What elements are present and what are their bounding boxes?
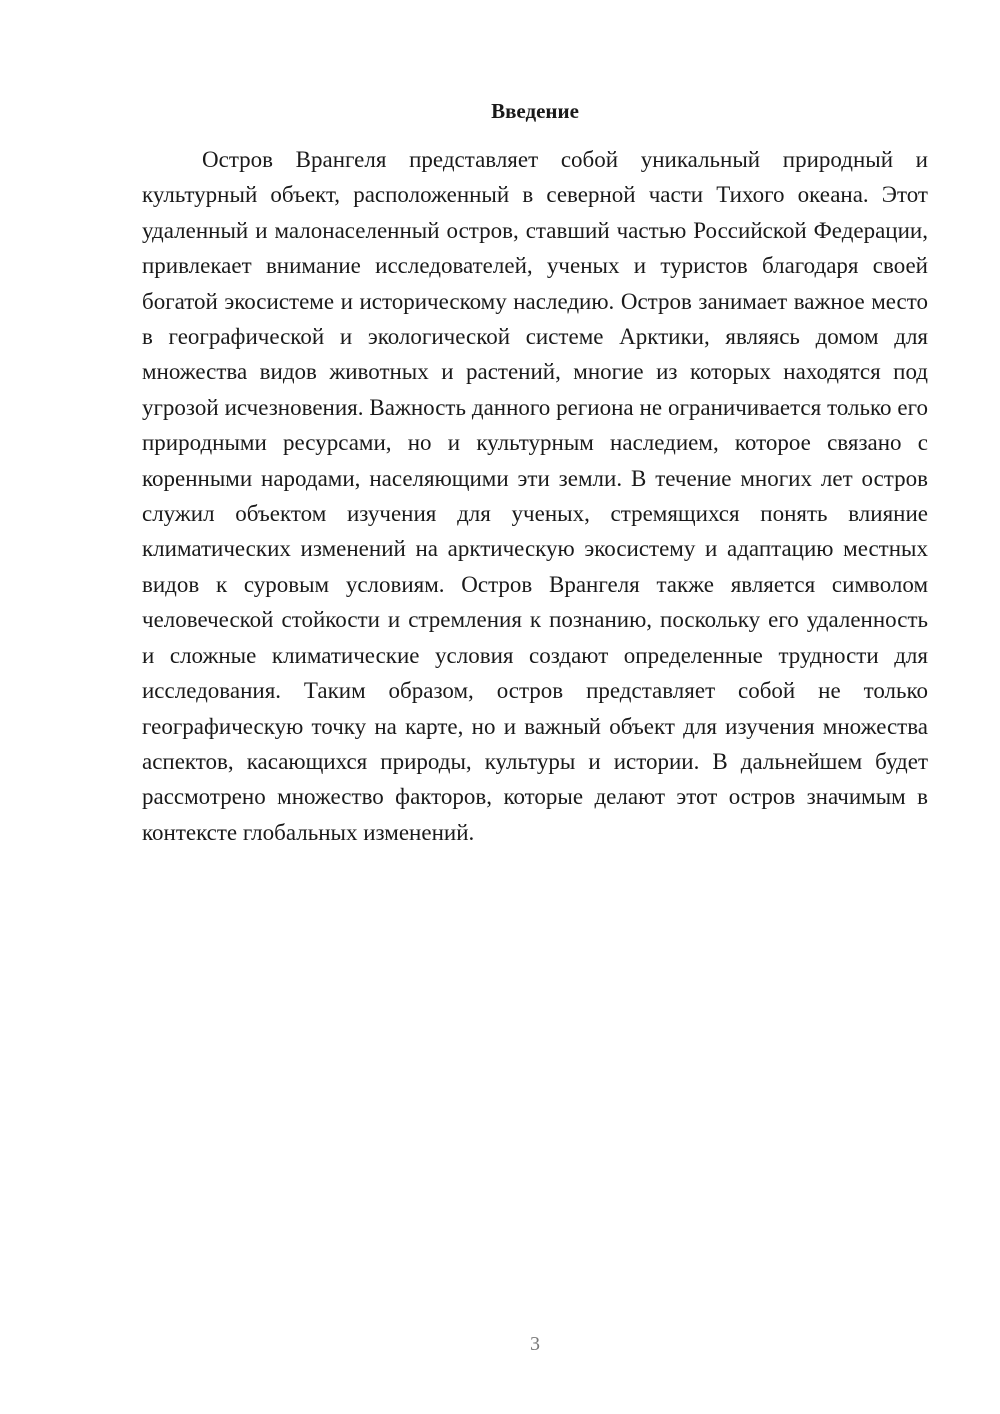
section-heading: Введение (491, 99, 579, 123)
body-paragraph: Остров Врангеля представляет собой уникальный природный и культурный объект, расположенный в северной части Тихого океана. Этот удаленный и малонаселенный остров, ставший частью Российской Федерации, привлекает внимание исследователей, ученых и туристов благодаря своей богатой экосистеме и историческому наследию. Остров занимает важное место в географической и экологической системе Арктики, являясь домом для множества видов животных и растений, многие из которых находятся под угрозой исчезновения. Важность данного региона не ограничивается только его природными ресурсами, но и культурным наследием, которое связано с коренными народами, населяющими эти земли. В течение многих лет остров служил объектом изучения для ученых, стремящихся понять влияние климатических изменений на арктическую экосистему и адаптацию местных видов к суровым условиям. Остров Врангеля также является символом человеческой стойкости и стремления к познанию, поскольку его удаленность и сложные климатические условия создают определенные трудности для исследования. Таким образом, остров представляет собой не только географическую точку на карте, но и важный объект для изучения множества аспектов, касающихся природы, культуры и истории. В дальнейшем будет рассмотрено множество факторов, которые делают этот остров значимым в контексте глобальных изменений. (142, 147, 928, 845)
page-number: 3 (530, 1333, 540, 1355)
